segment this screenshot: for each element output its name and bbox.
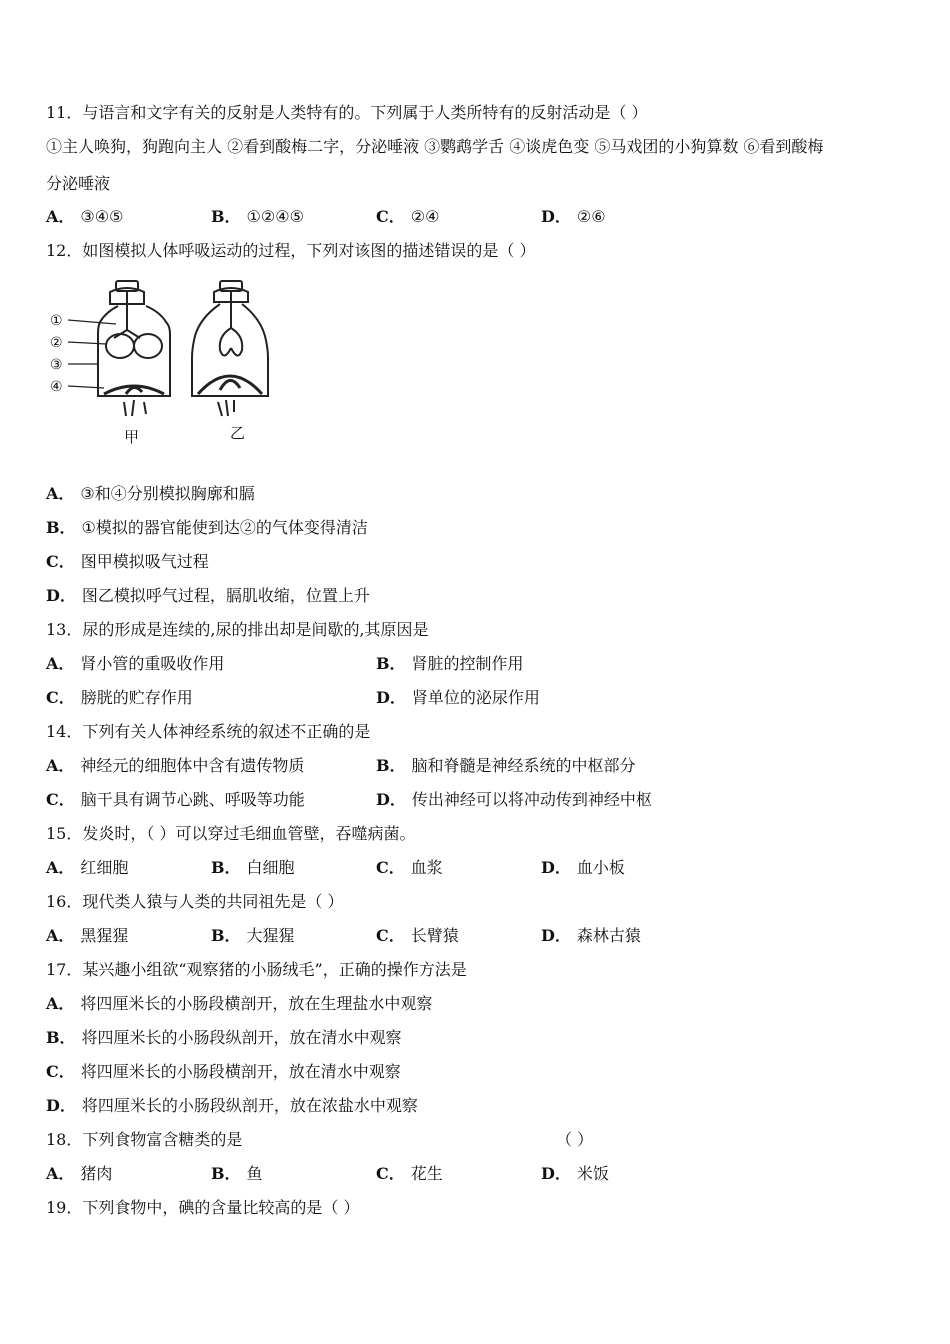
option-letter: C． (46, 1062, 75, 1081)
option-letter: D． (376, 688, 406, 707)
q17-option-b[interactable] (46, 1028, 402, 1048)
q14-option-a[interactable] (46, 756, 304, 776)
q14-option-c[interactable] (46, 790, 305, 810)
question-19-stem: 19．下列食物中，碘的含量比较高的是（ ） (46, 1198, 360, 1217)
option-letter: A． (46, 926, 75, 945)
option-text: 图乙模拟呼气过程，膈肌收缩，位置上升 (81, 586, 370, 605)
q13-option-a[interactable] (46, 654, 224, 674)
option-text: ①模拟的器官能使到达②的气体变得清洁 (81, 518, 368, 537)
q15-option-c[interactable] (376, 858, 443, 878)
option-text: 神经元的细胞体中含有遗传物质 (80, 756, 305, 775)
option-text: 脑和脊髓是神经系统的中枢部分 (411, 756, 636, 775)
option-letter: C． (376, 1164, 405, 1183)
option-letter: C． (46, 790, 75, 809)
option-letter: B． (376, 654, 406, 673)
question-15-stem: 15．发炎时，（ ）可以穿过毛细血管壁，吞噬病菌。 (46, 824, 416, 843)
option-text: 大猩猩 (246, 926, 295, 945)
option-letter: B． (211, 1164, 241, 1183)
question-18-stem: 18．下列食物富含糖类的是 (46, 1130, 243, 1149)
q16-option-c[interactable] (376, 926, 459, 946)
option-text: 膀胱的贮存作用 (80, 688, 193, 707)
option-text: 森林古猿 (576, 926, 641, 945)
q16-option-b[interactable] (211, 926, 295, 946)
question-16-stem: 16．现代类人猿与人类的共同祖先是（ ） (46, 892, 344, 911)
q17-option-d[interactable] (46, 1096, 418, 1116)
option-text: 白细胞 (246, 858, 295, 877)
option-letter: A． (46, 1164, 75, 1183)
option-text: 将四厘米长的小肠段纵剖开，放在浓盐水中观察 (81, 1096, 418, 1115)
option-letter: A． (46, 994, 75, 1013)
q11-option-a[interactable] (46, 207, 123, 227)
option-letter: D． (541, 858, 571, 877)
question-17-stem: 17．某兴趣小组欲“观察猪的小肠绒毛”，正确的操作方法是 (46, 960, 467, 979)
label-1: ① (50, 313, 63, 329)
question-11-stem: 11．与语言和文字有关的反射是人类特有的。下列属于人类所特有的反射活动是（ ） (46, 103, 648, 122)
q11-option-b[interactable] (211, 207, 304, 227)
option-letter: C． (376, 858, 405, 877)
question-11-items-cont: 分泌唾液 (46, 174, 111, 193)
q12-option-a[interactable] (46, 484, 255, 504)
option-letter: A． (46, 756, 75, 775)
option-text: 肾小管的重吸收作用 (80, 654, 225, 673)
option-letter: D． (541, 926, 571, 945)
option-text: ③和④分别模拟胸廓和膈 (80, 484, 255, 503)
q17-option-c[interactable] (46, 1062, 401, 1082)
option-letter: A． (46, 654, 75, 673)
option-text: 黑猩猩 (80, 926, 129, 945)
option-letter: A． (46, 858, 75, 877)
question-12-stem: 12．如图模拟人体呼吸运动的过程，下列对该图的描述错误的是（ ） (46, 241, 536, 260)
option-text: 鱼 (246, 1164, 263, 1183)
option-text: 米饭 (576, 1164, 609, 1183)
option-letter: C． (376, 207, 405, 226)
q13-option-c[interactable] (46, 688, 193, 708)
q16-option-a[interactable] (46, 926, 128, 946)
caption-yi: 乙 (230, 424, 246, 442)
q18-option-c[interactable] (376, 1164, 443, 1184)
label-2: ② (50, 335, 63, 351)
breathing-model-figure (40, 278, 270, 448)
q18-option-b[interactable] (211, 1164, 263, 1184)
q14-option-d[interactable] (376, 790, 652, 810)
option-letter: C． (46, 552, 75, 571)
option-letter: C． (376, 926, 405, 945)
option-text: 传出神经可以将冲动传到神经中枢 (411, 790, 652, 809)
option-text: 肾单位的泌尿作用 (411, 688, 540, 707)
option-text: 长臂猿 (410, 926, 459, 945)
option-letter: B． (211, 858, 241, 877)
option-text: 将四厘米长的小肠段横剖开，放在生理盐水中观察 (80, 994, 433, 1013)
question-11-items: ①主人唤狗，狗跑向主人 ②看到酸梅二字，分泌唾液 ③鹦鹉学舌 ④谈虎色变 ⑤马戏团的小狗算数 ⑥看到酸梅 (46, 137, 824, 156)
q12-option-c[interactable] (46, 552, 209, 572)
option-text: 红细胞 (80, 858, 129, 877)
option-letter: B． (211, 207, 241, 226)
option-text: 脑干具有调节心跳、呼吸等功能 (80, 790, 305, 809)
bell-jar-diagram (40, 278, 270, 448)
label-3: ③ (50, 357, 63, 373)
option-text: 将四厘米长的小肠段横剖开，放在清水中观察 (80, 1062, 401, 1081)
q11-option-c[interactable] (376, 207, 439, 227)
label-4: ④ (50, 379, 63, 395)
option-letter: D． (376, 790, 406, 809)
q13-option-b[interactable] (376, 654, 524, 674)
question-13-stem: 13．尿的形成是连续的,尿的排出却是间歇的,其原因是 (46, 620, 429, 639)
option-text: 血小板 (576, 858, 625, 877)
bell-jar-right (192, 281, 268, 416)
option-text: 血浆 (410, 858, 443, 877)
bell-jar-left (98, 281, 170, 416)
option-letter: D． (541, 1164, 571, 1183)
option-text: 猪肉 (80, 1164, 113, 1183)
option-text: 肾脏的控制作用 (411, 654, 524, 673)
caption-jia: 甲 (124, 428, 140, 446)
option-letter: A． (46, 207, 75, 226)
question-18-answer-blank: （ ） (556, 1130, 594, 1149)
q17-option-a[interactable] (46, 994, 432, 1014)
q12-option-d[interactable] (46, 586, 370, 606)
option-text: 将四厘米长的小肠段纵剖开，放在清水中观察 (81, 1028, 402, 1047)
option-letter: D． (541, 207, 571, 226)
option-letter: C． (46, 688, 75, 707)
q14-option-b[interactable] (376, 756, 636, 776)
option-letter: B． (46, 1028, 76, 1047)
q11-option-d[interactable] (541, 207, 606, 227)
q12-option-b[interactable] (46, 518, 368, 538)
q13-option-d[interactable] (376, 688, 540, 708)
option-letter: D． (46, 586, 76, 605)
option-text: 图甲模拟吸气过程 (80, 552, 209, 571)
option-letter: A． (46, 484, 75, 503)
option-text: ③④⑤ (80, 207, 124, 226)
q15-option-b[interactable] (211, 858, 295, 878)
question-14-stem: 14．下列有关人体神经系统的叙述不正确的是 (46, 722, 371, 741)
option-letter: B． (211, 926, 241, 945)
q15-option-d[interactable] (541, 858, 625, 878)
q18-option-a[interactable] (46, 1164, 112, 1184)
option-text: 花生 (410, 1164, 443, 1183)
option-text: ①②④⑤ (246, 207, 304, 226)
option-text: ②④ (410, 207, 440, 226)
option-text: ②⑥ (576, 207, 606, 226)
q15-option-a[interactable] (46, 858, 128, 878)
option-letter: B． (46, 518, 76, 537)
option-letter: B． (376, 756, 406, 775)
q18-option-d[interactable] (541, 1164, 609, 1184)
option-letter: D． (46, 1096, 76, 1115)
q16-option-d[interactable] (541, 926, 641, 946)
